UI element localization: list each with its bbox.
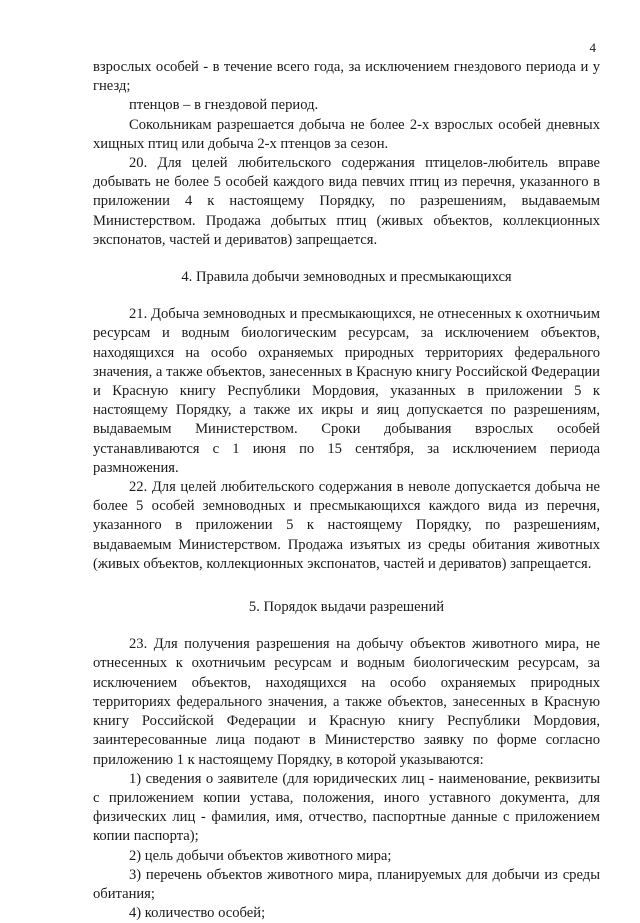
- paragraph: Сокольникам разрешается добыча не более 2-х взрослых особей дневных хищных птиц или добыча 2-х птенцов за сезон.: [93, 116, 600, 152]
- list-item: 2) цель добычи объектов животного мира;: [129, 847, 392, 864]
- section-heading-5: 5. Порядок выдачи разрешений: [248, 599, 445, 616]
- paragraph: птенцов – в гнездовой период.: [129, 97, 319, 114]
- list-item: 3) перечень объектов животного мира, планируемых для добычи из среды обитания;: [93, 866, 600, 902]
- list-item: 1) сведения о заявителе (для юридических лиц - наименование, реквизиты с приложением копии устава, положения, иного уставного документа, для физических лиц - фамилия, имя, отчество, паспортные данные с приложением копии паспорта);: [93, 770, 600, 845]
- paragraph: 20. Для целей любительского содержания птицелов-любитель вправе добывать не более 5 особей каждого вида певчих птиц из перечня, указанного в приложении 4 к настоящему Порядку, по разрешениям, выдаваемым Министерством. Продажа добытых птиц (живых объектов, коллекционных экспонатов, частей и дериватов) запрещается.: [93, 155, 600, 248]
- document-body: [93, 58, 600, 923]
- paragraph: 22. Для целей любительского содержания в неволе допускается добыча не более 5 особей земноводных и пресмыкающихся каждого вида из перечня, указанного в приложении 5 к настоящему Порядку, по разрешениям, выдаваемым Министерством. Продажа изъятых из среды обитания животных (живых объектов, коллекционных экспонатов, частей и дериватов) запрещается.: [93, 479, 600, 572]
- section-heading-4: 4. Правила добычи земноводных и пресмыкающихся: [181, 269, 512, 286]
- paragraph: взрослых особей - в течение всего года, за исключением гнездового периода и у гнезд;: [93, 59, 600, 95]
- paragraph: 23. Для получения разрешения на добычу объектов животного мира, не отнесенных к охотничьим ресурсам и водным биологическим ресурсам, за исключением объектов, находящихся на особо охраняемых природных территориях федерального значения, а также объектов, занесенных в Красную книгу Российской Федерации и Красную книгу Республики Мордовия, заинтересованные лица подают в Министерство заявку по форме согласно приложению 1 к настоящему Порядку, в которой указываются:: [93, 636, 600, 768]
- list-item: 4) количество особей;: [129, 905, 266, 922]
- page-number: 4: [589, 40, 596, 55]
- paragraph: 21. Добыча земноводных и пресмыкающихся, не отнесенных к охотничьим ресурсам и водным биологическим ресурсам, за исключением объектов, находящихся на особо охраняемых природных территориях федерального значения, а также объектов, занесенных в Красную книгу Российской Федерации и Красную книгу Республики Мордовия, указанных в приложении 5 к настоящему Порядку, а также их икры и яиц допускается по разрешениям, выдаваемым Министерством. Сроки добывания взрослых особей устанавливаются с 1 июня по 15 сентября, за исключением периода размножения.: [93, 306, 600, 476]
